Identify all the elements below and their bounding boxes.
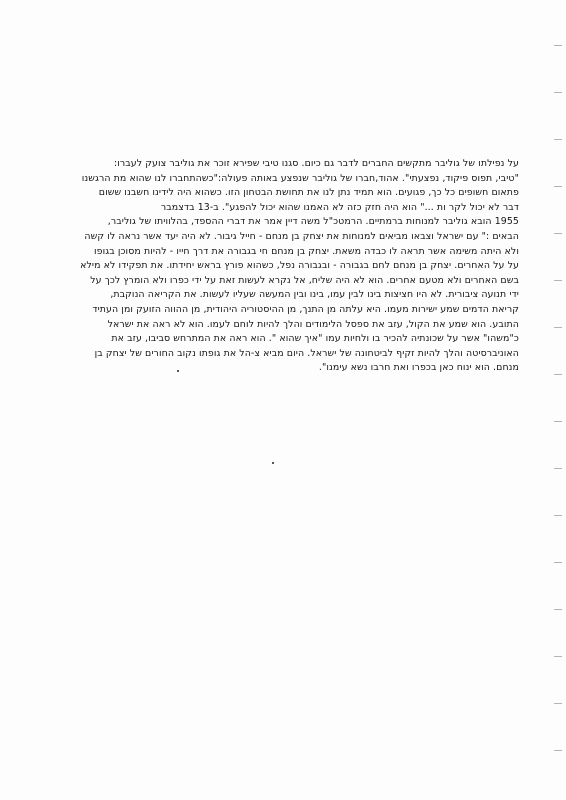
margin-tick (554, 92, 562, 93)
paragraph-line: "טיבי, תפוס פיקוד, נפצעתי". אהוד,חברו של גוליבר שנפצע באותה פעולה:"כשהתחברו לנו שהוא מת הרגשנו (81, 172, 519, 184)
paragraph-line: בשם האחרים ולא מטעם אחרים. הוא לא היה שליח, אל נקרא לעשות זאת על ידי כפרו ולא הומרץ לכך על (90, 274, 519, 286)
paragraph-line: על על האחרים. יצחק בן מנחם לחם בגבורה - ובגבורה נפל, כשהוא פורץ בראש יחידתו. את תפקידו לא מילא (80, 260, 519, 272)
paragraph-line: האוניברסיטה והלך להיות זקיף לביטחונה של ישראל. היום מביא צ-הל את גופתו נקוב החורים של יצחק בן (94, 347, 519, 359)
paragraph-line: הבאים :" עם ישראל וצבאו מביאים למנוחות את יצחק בן מנחם - חייל גיבור. לא היה יעד אשר נראה לו קשה (84, 230, 519, 242)
paragraph-line: דבר לא יכול לקר ות ..." הוא היה חזק כזה לא האמנו שהוא יכול להפגע". ב-13 בדצמבר (160, 201, 519, 213)
margin-tick (554, 280, 562, 281)
margin-tick (554, 139, 562, 140)
margin-tick (554, 233, 562, 234)
paragraph-line: פתאום חשופים כל כך, פגועים. הוא תמיד נתן לנו את תחושת הבטחון הזו. כשהוא היה לידינו חשבנו ששום (98, 187, 519, 199)
paragraph-line: מנחם. הוא ינוח כאן בכפרו ואת חרבו נשא עימנו". (318, 362, 519, 374)
paragraph-line: ולא היתה משימה אשר תראה לו כבדה משאת. יצחק בן מנחם חי בגבורה את דרך חייו - להיות מסוכן בגופו (94, 245, 519, 257)
margin-tick (554, 609, 562, 610)
scan-margin-marks (552, 0, 566, 800)
paragraph-line: על נפילתו של גוליבר מתקשים החברים לדבר גם כיום. סגנו טיבי שפירא זוכר את גוליבר צועק לעברו: (113, 158, 519, 169)
margin-tick (554, 421, 562, 422)
scan-speck (177, 370, 179, 372)
paragraph-line: ידי תנועה ציבורית. לא היו חציצות בינו לבין עמו, בינו ובין המעשה שעליו לעשות. את הקריאה הנוקבת, (110, 289, 519, 301)
paragraph-line: קריאת הדמים שמע ישירות מעמו. היא עלתה מן התנך, מן ההיסטוריה היהודית, מן ההווה הזועק ומן העתיד (92, 303, 519, 315)
margin-tick (554, 656, 562, 657)
margin-tick (554, 750, 562, 751)
scan-speck (272, 462, 274, 464)
paragraph-line: 1955 הובא גוליבר למנוחות ברמתיים. הרמטכ"ל משה דיין אמר את דברי ההספד, בהלוויתו של גוליבר, (107, 216, 519, 228)
margin-tick (554, 327, 562, 328)
margin-tick (554, 45, 562, 46)
margin-tick (554, 562, 562, 563)
margin-tick (554, 374, 562, 375)
margin-tick (554, 468, 562, 469)
paragraph-line: כ"משהו" אשר על שכונתיה להכיר בו ולחיות עמו "איך שהוא ". הוא ראה את המתרחש סביבו, עזב את (111, 333, 519, 345)
margin-tick (554, 703, 562, 704)
margin-tick (554, 186, 562, 187)
margin-tick (554, 515, 562, 516)
paragraph-line: התובע. הוא שמע את הקול, עזב את ספסל הלימודים והלך להיות לוחם לעמו. הוא לא ראה את ישראל (107, 318, 519, 330)
hebrew-paragraph (40, 157, 519, 376)
